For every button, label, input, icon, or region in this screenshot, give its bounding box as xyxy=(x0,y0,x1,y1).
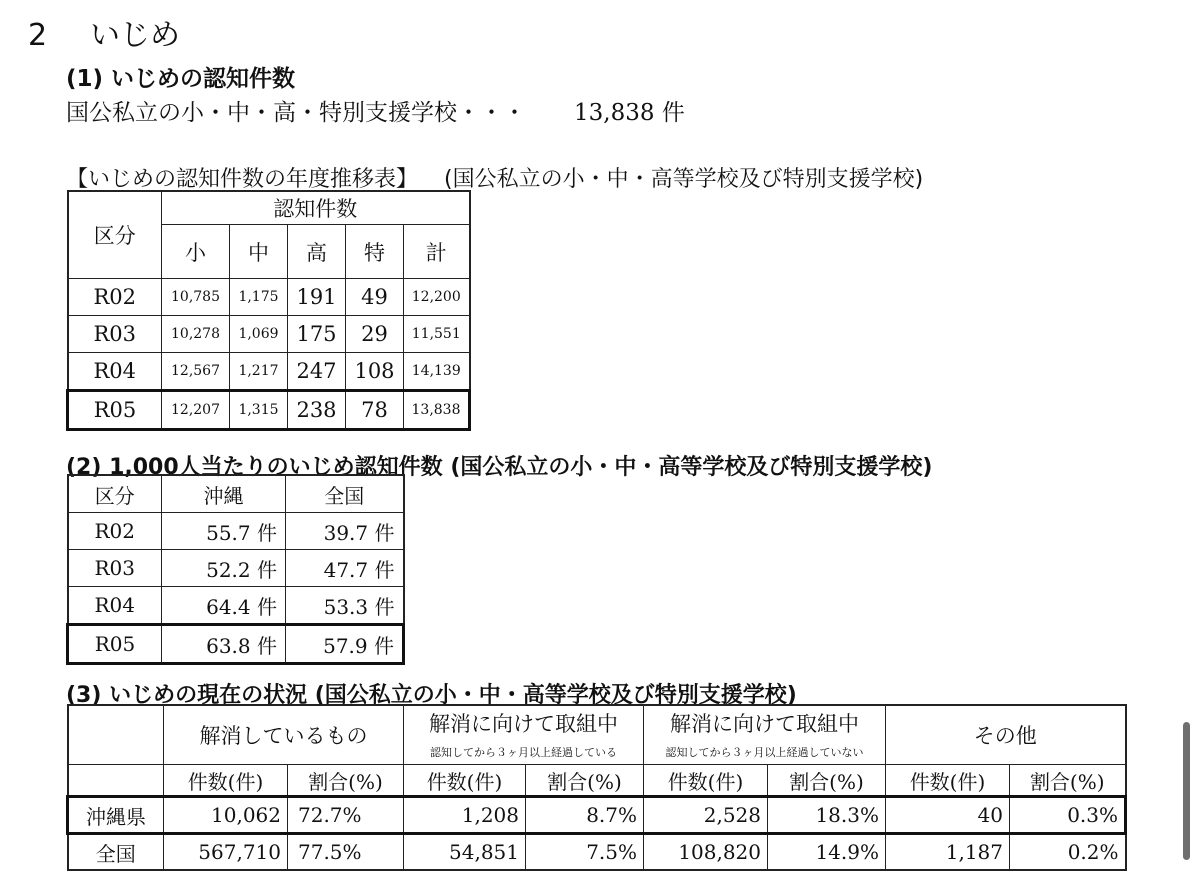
group-note: 認知してから３ヶ月以上経過している xyxy=(404,740,644,765)
bullying-count-table xyxy=(66,190,471,431)
value-cell: 175 xyxy=(288,316,346,353)
count-cell: 1,187 xyxy=(886,834,1010,871)
value-cell: 10,785 xyxy=(162,279,230,316)
value-cell: 11,551 xyxy=(404,316,470,353)
group-header: 解消しているもの xyxy=(164,705,404,765)
count-cell: 1,208 xyxy=(404,797,526,834)
value-cell: 10,278 xyxy=(162,316,230,353)
section-number: 2 xyxy=(28,18,48,53)
vertical-scrollbar[interactable] xyxy=(1183,722,1190,860)
national-cell: 47.7 件 xyxy=(286,550,404,587)
ratio-cell: 77.5% xyxy=(288,834,404,871)
ratio-cell: 14.9% xyxy=(768,834,886,871)
section-title: いじめ xyxy=(90,18,180,53)
column-header: 高 xyxy=(288,225,346,279)
table-row xyxy=(68,550,404,587)
group-note: 認知してから３ヶ月以上経過していない xyxy=(644,740,886,765)
region-cell: 沖縄県 xyxy=(68,797,164,834)
national-cell: 57.9 件 xyxy=(286,625,404,664)
year-cell: R05 xyxy=(68,625,162,664)
ratio-header: 割合(%) xyxy=(526,765,644,797)
okinawa-cell: 52.2 件 xyxy=(162,550,286,587)
summary-label: 国公私立の小・中・高・特別支援学校・・・ xyxy=(66,100,526,126)
column-header: 沖縄 xyxy=(162,475,286,513)
value-cell: 1,175 xyxy=(230,279,288,316)
group-header: その他 xyxy=(886,705,1126,765)
column-header: 全国 xyxy=(286,475,404,513)
part1-summary xyxy=(66,94,685,127)
column-header: 特 xyxy=(346,225,404,279)
part1-heading: (1) いじめの認知件数 xyxy=(66,66,296,92)
value-cell: 1,069 xyxy=(230,316,288,353)
okinawa-cell: 63.8 件 xyxy=(162,625,286,664)
count-cell: 2,528 xyxy=(644,797,768,834)
summary-value: 13,838 件 xyxy=(574,100,685,126)
group-header: 解消に向けて取組中 xyxy=(404,705,644,740)
part2-heading: (2) 1,000人当たりのいじめ認知件数 (国公私立の小・中・高等学校及び特別支援学校) xyxy=(66,455,933,480)
value-cell: 108 xyxy=(346,353,404,391)
per-thousand-table xyxy=(66,474,405,665)
year-cell: R02 xyxy=(68,279,162,316)
table-caption-note: (国公私立の小・中・高等学校及び特別支援学校) xyxy=(444,167,924,192)
table-row xyxy=(68,353,470,391)
ratio-header: 割合(%) xyxy=(768,765,886,797)
year-cell: R02 xyxy=(68,513,162,550)
count-cell: 10,062 xyxy=(164,797,288,834)
table-row-highlighted xyxy=(68,391,470,430)
value-cell: 1,217 xyxy=(230,353,288,391)
national-cell: 53.3 件 xyxy=(286,587,404,625)
value-cell: 1,315 xyxy=(230,391,288,430)
table-row xyxy=(68,316,470,353)
year-cell: R04 xyxy=(68,353,162,391)
table-row xyxy=(68,513,404,550)
value-cell: 238 xyxy=(288,391,346,430)
year-cell: R05 xyxy=(68,391,162,430)
value-cell: 49 xyxy=(346,279,404,316)
ratio-cell: 72.7% xyxy=(288,797,404,834)
corner-cell xyxy=(68,705,164,765)
year-cell: R04 xyxy=(68,587,162,625)
count-cell: 108,820 xyxy=(644,834,768,871)
value-cell: 78 xyxy=(346,391,404,430)
ratio-cell: 0.3% xyxy=(1010,797,1126,834)
group-header: 認知件数 xyxy=(162,191,470,225)
column-header: 小 xyxy=(162,225,230,279)
ratio-cell: 8.7% xyxy=(526,797,644,834)
column-header: 計 xyxy=(404,225,470,279)
value-cell: 12,200 xyxy=(404,279,470,316)
table-row xyxy=(68,587,404,625)
part3-heading: (3) いじめの現在の状況 (国公私立の小・中・高等学校及び特別支援学校) xyxy=(66,683,797,708)
table-row-highlighted xyxy=(68,625,404,664)
national-cell: 39.7 件 xyxy=(286,513,404,550)
ratio-header: 割合(%) xyxy=(288,765,404,797)
bullying-status-table xyxy=(66,704,1127,871)
value-cell: 13,838 xyxy=(404,391,470,430)
count-header: 件数(件) xyxy=(644,765,768,797)
region-cell: 全国 xyxy=(68,834,164,871)
ratio-cell: 0.2% xyxy=(1010,834,1126,871)
column-header: 中 xyxy=(230,225,288,279)
value-cell: 247 xyxy=(288,353,346,391)
okinawa-cell: 64.4 件 xyxy=(162,587,286,625)
value-cell: 12,567 xyxy=(162,353,230,391)
value-cell: 14,139 xyxy=(404,353,470,391)
row-header: 区分 xyxy=(68,191,162,279)
table-row xyxy=(68,279,470,316)
ratio-header: 割合(%) xyxy=(1010,765,1126,797)
value-cell: 12,207 xyxy=(162,391,230,430)
count-cell: 40 xyxy=(886,797,1010,834)
count-header: 件数(件) xyxy=(164,765,288,797)
value-cell: 191 xyxy=(288,279,346,316)
column-header: 区分 xyxy=(68,475,162,513)
count-header: 件数(件) xyxy=(886,765,1010,797)
table-row-highlighted xyxy=(68,797,1126,834)
table-caption: 【いじめの認知件数の年度推移表】 xyxy=(66,167,419,192)
part1-caption xyxy=(66,162,923,193)
table-row xyxy=(68,834,1126,871)
value-cell: 29 xyxy=(346,316,404,353)
corner-cell xyxy=(68,765,164,797)
count-cell: 567,710 xyxy=(164,834,288,871)
ratio-cell: 7.5% xyxy=(526,834,644,871)
year-cell: R03 xyxy=(68,550,162,587)
okinawa-cell: 55.7 件 xyxy=(162,513,286,550)
count-cell: 54,851 xyxy=(404,834,526,871)
count-header: 件数(件) xyxy=(404,765,526,797)
ratio-cell: 18.3% xyxy=(768,797,886,834)
year-cell: R03 xyxy=(68,316,162,353)
group-header: 解消に向けて取組中 xyxy=(644,705,886,740)
section-heading xyxy=(28,10,180,54)
